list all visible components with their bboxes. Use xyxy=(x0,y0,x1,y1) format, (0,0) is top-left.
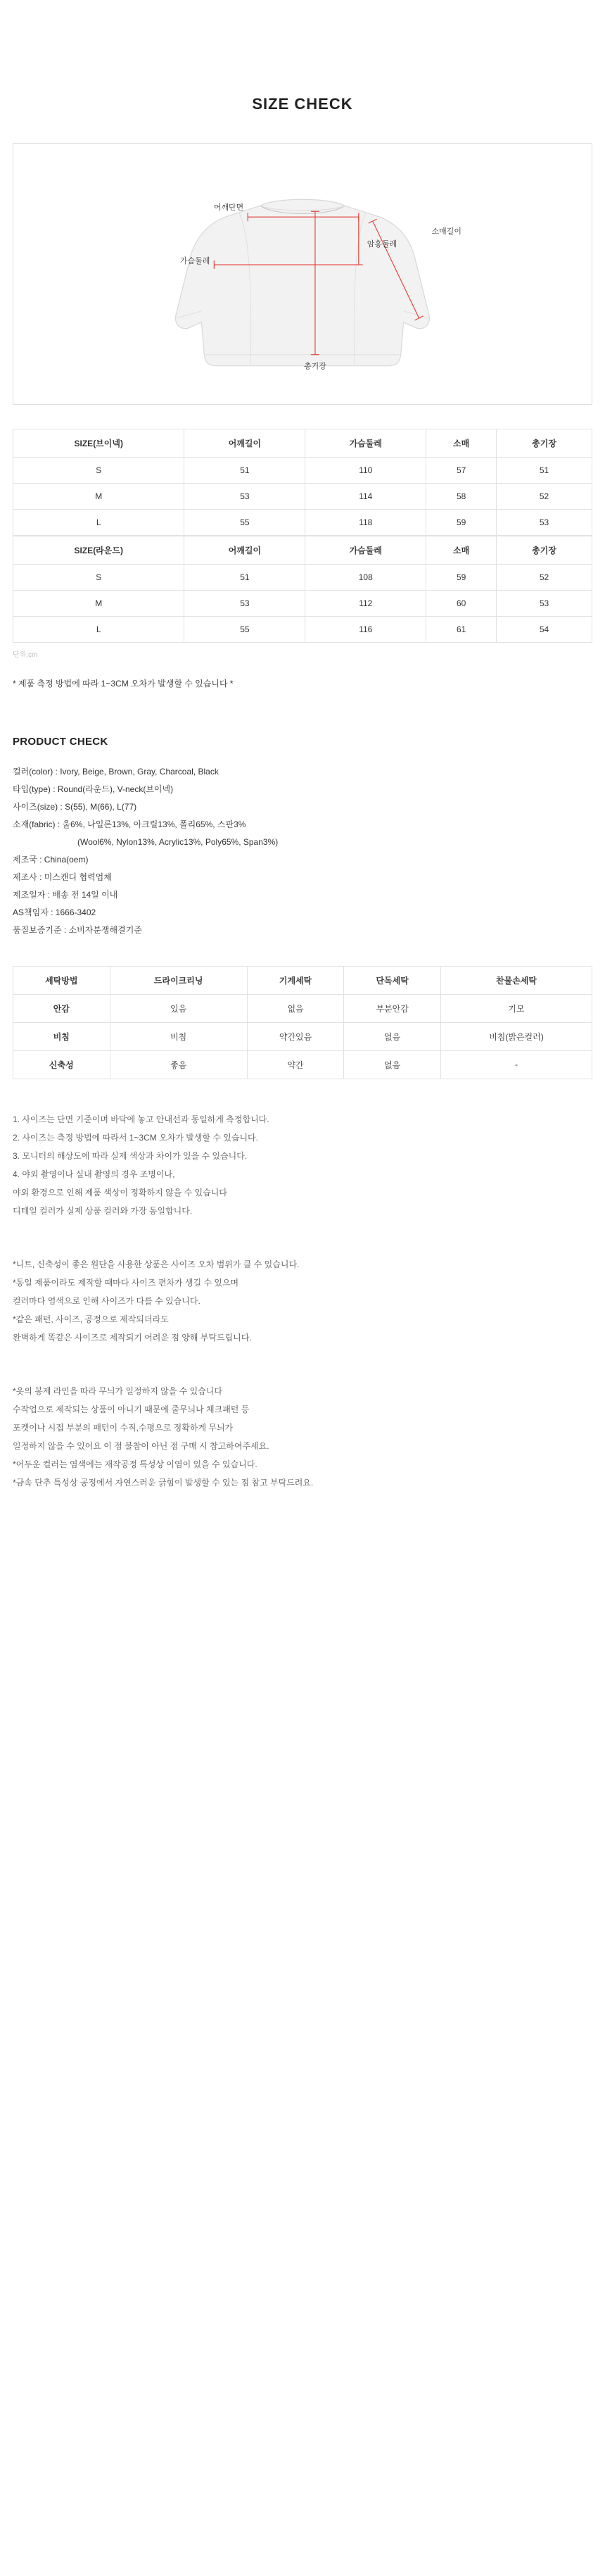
note-line: 2. 사이즈는 측정 방법에 따라서 1~3CM 오차가 발생할 수 있습니다. xyxy=(13,1132,258,1143)
cell: 52 xyxy=(497,564,592,590)
size-diagram xyxy=(13,143,592,405)
table-row xyxy=(13,1022,592,1050)
notes-group-3 xyxy=(13,1382,592,1492)
cell: 53 xyxy=(497,590,592,616)
label-shoulder: 어깨단면 xyxy=(213,203,244,212)
spec-label: 컬러(color) xyxy=(13,766,53,777)
col-header: 가슴둘레 xyxy=(305,536,426,564)
col-header: 어깨길이 xyxy=(184,536,305,564)
col-header: 가슴둘레 xyxy=(305,429,426,457)
spec-label: 소재(fabric) xyxy=(13,819,56,829)
spec-value: : 소비자분쟁해결기준 xyxy=(61,924,142,935)
cell: L xyxy=(13,616,184,642)
table-header-row xyxy=(13,429,592,457)
table-header-row xyxy=(13,966,592,994)
cell: 기모 xyxy=(440,994,592,1022)
label-chest: 가슴둘레 xyxy=(179,256,210,265)
cell: 약간 xyxy=(247,1050,344,1079)
cell: 59 xyxy=(426,509,497,535)
cell: M xyxy=(13,483,184,509)
spec-label: 제조일자 xyxy=(13,889,46,900)
notes-group-2 xyxy=(13,1255,592,1347)
table-row xyxy=(13,1050,592,1079)
product-check-title: PRODUCT CHECK xyxy=(13,735,108,748)
col-header: 세탁방법 xyxy=(13,966,110,994)
cell: 없음 xyxy=(344,1022,441,1050)
col-header: SIZE(라운드) xyxy=(13,536,184,564)
cell: 57 xyxy=(426,457,497,483)
col-header: 총기장 xyxy=(497,429,592,457)
cell: 55 xyxy=(184,616,305,642)
spec-item xyxy=(13,886,592,904)
cell: 59 xyxy=(426,564,497,590)
cell: 없음 xyxy=(247,994,344,1022)
note-line: *어두운 컬러는 염색에는 재작공정 특성상 이염이 있을 수 있습니다. xyxy=(13,1459,257,1469)
col-header: 총기장 xyxy=(497,536,592,564)
cell: 비침 xyxy=(110,1022,247,1050)
spec-item xyxy=(13,763,592,781)
cell: 53 xyxy=(184,590,305,616)
cell: M xyxy=(13,590,184,616)
cell: 114 xyxy=(305,483,426,509)
label-length: 총기장 xyxy=(304,362,326,371)
cell: 51 xyxy=(497,457,592,483)
col-header: 찬물손세탁 xyxy=(440,966,592,994)
measurement-disclaimer: * 제품 측정 방법에 따라 1~3CM 오차가 발생할 수 있습니다 * xyxy=(13,678,234,689)
spec-item xyxy=(13,922,592,939)
cell: L xyxy=(13,509,184,535)
note-line: *같은 패턴, 사이즈, 공정으로 제작되더라도 xyxy=(13,1314,169,1324)
cell: 112 xyxy=(305,590,426,616)
table-row xyxy=(13,509,592,535)
label-armhole: 암홍둘레 xyxy=(367,239,397,249)
cell: 약간있음 xyxy=(247,1022,344,1050)
cell: 60 xyxy=(426,590,497,616)
cell: 61 xyxy=(426,616,497,642)
table-row xyxy=(13,994,592,1022)
unit-note: 단위:cm xyxy=(13,651,38,659)
spec-item xyxy=(13,816,592,834)
table-header-row xyxy=(13,536,592,564)
col-header: SIZE(브이넥) xyxy=(13,429,184,457)
note-line: 수작업으로 제작되는 상품이 아니기 때문에 줄무늬나 체크패턴 등 xyxy=(13,1404,250,1414)
cell: 118 xyxy=(305,509,426,535)
note-line: *동일 제품이라도 제작할 때마다 사이즈 편차가 생길 수 있으며 xyxy=(13,1277,239,1288)
cell: 110 xyxy=(305,457,426,483)
note-line: *니트, 신축성이 좋은 원단을 사용한 상품은 사이즈 오차 범위가 클 수 있습니다. xyxy=(13,1259,300,1269)
spec-label: 사이즈(size) xyxy=(13,801,58,812)
col-header: 기계세탁 xyxy=(247,966,344,994)
spec-value: : Round(라운드), V-neck(브이넥) xyxy=(50,784,174,794)
cell: 108 xyxy=(305,564,426,590)
note-line: *옷의 봉제 라인을 따라 무늬가 일정하지 않을 수 있습니다 xyxy=(13,1386,222,1396)
cell: 53 xyxy=(497,509,592,535)
spec-value: : S(55), M(66), L(77) xyxy=(58,801,137,812)
spec-label: 품질보증기준 xyxy=(13,924,62,935)
spec-value-continued: (Wool6%, Nylon13%, Acrylic13%, Poly65%, Span3%) xyxy=(77,836,279,847)
product-spec-list xyxy=(13,763,592,939)
table-row xyxy=(13,564,592,590)
spec-item xyxy=(13,834,592,851)
spec-value: : 울6%, 나일론13%, 아크릴13%, 폴리65%, 스판3% xyxy=(55,819,246,829)
notes-group-1 xyxy=(13,1110,592,1220)
note-line: 4. 야외 촬영이나 실내 촬영의 경우 조명이나, xyxy=(13,1169,175,1179)
care-table xyxy=(13,966,592,1079)
spec-value: : 배송 전 14일 이내 xyxy=(45,889,118,900)
col-header: 소매 xyxy=(426,429,497,457)
cell: - xyxy=(440,1050,592,1079)
row-header: 안감 xyxy=(13,994,110,1022)
page-title: SIZE CHECK xyxy=(252,94,353,113)
table-row xyxy=(13,590,592,616)
note-line: 야외 환경으로 인해 제품 색상이 정확하지 않을 수 있습니다 xyxy=(13,1187,227,1198)
cell: 52 xyxy=(497,483,592,509)
cell: 있음 xyxy=(110,994,247,1022)
size-table-vneck xyxy=(13,429,592,536)
spec-item xyxy=(13,851,592,869)
note-line: 완벽하게 똑같은 사이즈로 제작되기 어려운 점 양해 부탁드립니다. xyxy=(13,1332,252,1343)
cell: 좋음 xyxy=(110,1050,247,1079)
size-check-page xyxy=(0,11,605,1520)
spec-item xyxy=(13,904,592,922)
cell: 54 xyxy=(497,616,592,642)
note-line: 일정하지 않을 수 있어요 이 점 불참이 아닌 점 구매 시 참고하여주세요. xyxy=(13,1440,269,1451)
row-header: 신축성 xyxy=(13,1050,110,1079)
spec-item xyxy=(13,798,592,816)
table-row xyxy=(13,616,592,642)
size-table-round xyxy=(13,536,592,643)
table-row xyxy=(13,483,592,509)
note-line: *금속 단추 특성상 공정에서 자연스러운 긁힘이 발생할 수 있는 점 참고 부탁드려요. xyxy=(13,1477,314,1488)
col-header: 단독세탁 xyxy=(344,966,441,994)
bottom-spacer xyxy=(0,1492,605,1520)
note-line: 컬러마다 염색으로 인해 사이즈가 다를 수 있습니다. xyxy=(13,1295,200,1306)
garment-illustration xyxy=(13,144,592,404)
note-line: 1. 사이즈는 단면 기준이며 바닥에 놓고 안내선과 동일하게 측정합니다. xyxy=(13,1114,269,1124)
cell: 55 xyxy=(184,509,305,535)
note-line: 포켓이나 시접 부분의 패턴이 수직,수평으로 정확하게 무늬가 xyxy=(13,1422,234,1433)
cell: 비침(밝은컬러) xyxy=(440,1022,592,1050)
col-header: 드라이크리닝 xyxy=(110,966,247,994)
cell: S xyxy=(13,564,184,590)
cell: 51 xyxy=(184,564,305,590)
cell: 58 xyxy=(426,483,497,509)
cell: 53 xyxy=(184,483,305,509)
spec-label: 타입(type) xyxy=(13,784,51,794)
row-header: 비침 xyxy=(13,1022,110,1050)
cell: S xyxy=(13,457,184,483)
cell: 없음 xyxy=(344,1050,441,1079)
spec-label: AS책임자 xyxy=(13,907,49,917)
spec-value: : China(oem) xyxy=(37,854,89,865)
spec-label: 제조사 xyxy=(13,872,37,882)
cell: 51 xyxy=(184,457,305,483)
note-line: 3. 모니터의 해상도에 따라 실제 색상과 차이가 있을 수 있습니다. xyxy=(13,1150,248,1161)
cell: 부분안감 xyxy=(344,994,441,1022)
spec-value: : Ivory, Beige, Brown, Gray, Charcoal, Black xyxy=(53,766,219,777)
spec-value: : 1666-3402 xyxy=(48,907,96,917)
spec-label: 제조국 xyxy=(13,854,37,865)
spec-item xyxy=(13,869,592,886)
spec-value: : 미스캔디 협력업체 xyxy=(37,872,112,882)
spec-item xyxy=(13,781,592,798)
col-header: 소매 xyxy=(426,536,497,564)
sweater-shape xyxy=(176,199,430,365)
cell: 116 xyxy=(305,616,426,642)
col-header: 어깨길이 xyxy=(184,429,305,457)
table-row xyxy=(13,457,592,483)
label-sleeve: 소매길이 xyxy=(431,227,461,236)
note-line: 디테일 컬러가 실제 상품 컬러와 가장 동일합니다. xyxy=(13,1205,193,1216)
